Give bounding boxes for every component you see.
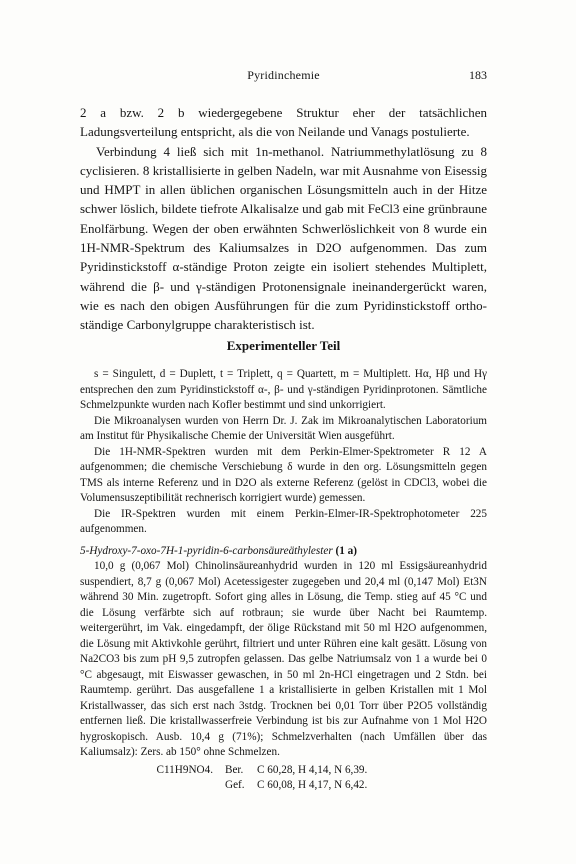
microanalysis-paragraph: Die Mikroanalysen wurden von Herrn Dr. J. Zak im Mikroanalytischen Laboratorium am Institut für Physikalische Chemie der Universität Wien ausgeführt. [80, 414, 487, 442]
ir-paragraph: Die IR-Spektren wurden mit einem Perkin-Elmer-IR-Spektrophotometer 225 aufgenommen. [80, 507, 487, 535]
analysis-formula: C11H9NO4. [156, 763, 213, 776]
experimental-section [80, 367, 487, 793]
compound-name: 5-Hydroxy-7-oxo-7H-1-pyridin-6-carbonsäureäthylester [80, 544, 333, 557]
compound-number: (1 a) [335, 544, 357, 557]
page-number: 183 [469, 68, 487, 82]
procedure-paragraph: 10,0 g (0,067 Mol) Chinolinsäureanhydrid wurden in 120 ml Essigsäureanhydrid suspendiert, 8,7 g (0,067 Mol) Acetessigester zugegeben und 20,4 ml (0,147 Mol) Et3N während 30 Min. zugetropft. Sofort ging alles in Lösung, die Temp. stieg auf 45 °C und die Lösung verfärbte sich auf rotbraun; sie wurde über Nacht bei Raumtemp. weitergerührt, im Vak. eingedampft, der ölige Rückstand mit 50 ml H2O aufgenommen, die Lösung mit Aktivkohle gerührt, filtriert und unter Rühren eine kalt gesätt. Lösung von Na2CO3 bis zum pH 9,5 zutropfen gelassen. Das gelbe Natriumsalz von 1 a wurde bei 0 °C abgesaugt, mit Eiswasser gewaschen, in 50 ml 2n-HCl eingetragen und 2 Stdn. bei Raumtemp. gerührt. Das ausgefallene 1 a kristallisierte in gelben Kristallen mit 1 Mol Kristallwasser, das sich erst nach 3stdg. Trocknen bei 0,01 Torr über P2O5 vollständig entfernen ließ. Die kristallwasserfreie Verbindung ist bis zur Aufnahme von 1 Mol H2O hygroskopisch. Ausb. 10,4 g (71%); Schmelzverhalten (nach Umfällen über das Kaliumsalz): Zers. ab 150° ohne Schmelzen. [80, 560, 487, 758]
calc-label: Ber. [225, 763, 244, 776]
intro-text [80, 103, 487, 335]
abbreviations-paragraph: s = Singulett, d = Duplett, t = Triplett, q = Quartett, m = Multiplett. Hα, Hβ und Hγ entsprechen den zum Pyridinstickstoff α-, β- und γ-ständigen Pyridinprotonen. Sämtliche Schmelzpunkte wurden nach Kofler bestimmt und sind unkorrigiert. [80, 368, 487, 411]
found-values: C 60,08, H 4,17, N 6,42. [257, 778, 368, 791]
intro-paragraph-1: 2 a bzw. 2 b wiedergegebene Struktur eher der tatsächlichen Ladungsverteilung entspricht, als die von Neilande und Vanags postulierte. [80, 105, 487, 140]
running-header [80, 68, 487, 84]
calc-values: C 60,28, H 4,14, N 6,39. [257, 763, 368, 776]
intro-paragraph-2: Verbindung 4 ließ sich mit 1n-methanol. Natriummethylatlösung zu 8 cyclisieren. 8 kristallisierte in gelben Nadeln, war mit Ausnahme von Eisessig und HMPT in allen üblichen organischen Lösungsmitteln auch in der Hitze schwer löslich, bildete tiefrote Alkalisalze und gab mit FeCl3 eine grünbraune Enolfärbung. Wegen der oben erwähnten Schwerlöslichkeit von 8 wurde ein 1H-NMR-Spektrum des Kaliumsalzes in D2O aufgenommen. Das zum Pyridinstickstoff α-ständige Proton zeigte ein isoliert stehendes Multiplett, während die β- und γ-ständigen Protonensignale ineinandergerückt waren, wie es nach den obigen Ausführungen für die zum Pyridinstickstoff ortho-ständige Carbonylgruppe charakteristisch ist. [80, 143, 487, 333]
section-heading: Experimenteller Teil [226, 338, 341, 353]
nmr-paragraph: Die 1H-NMR-Spektren wurden mit dem Perkin-Elmer-Spektrometer R 12 A aufgenommen; die chemische Verschiebung δ wurde in den org. Lösungsmitteln gegen TMS als interne Referenz und in D2O als externe Referenz (gelöst in CDCl3, wobei die Volumensuszeptibilität rechnerisch korrigiert wurde) gemessen. [80, 445, 487, 504]
elemental-analysis [80, 763, 487, 793]
compound-heading [80, 544, 487, 560]
found-label: Gef. [225, 778, 245, 791]
running-title: Pyridinchemie [247, 68, 320, 82]
